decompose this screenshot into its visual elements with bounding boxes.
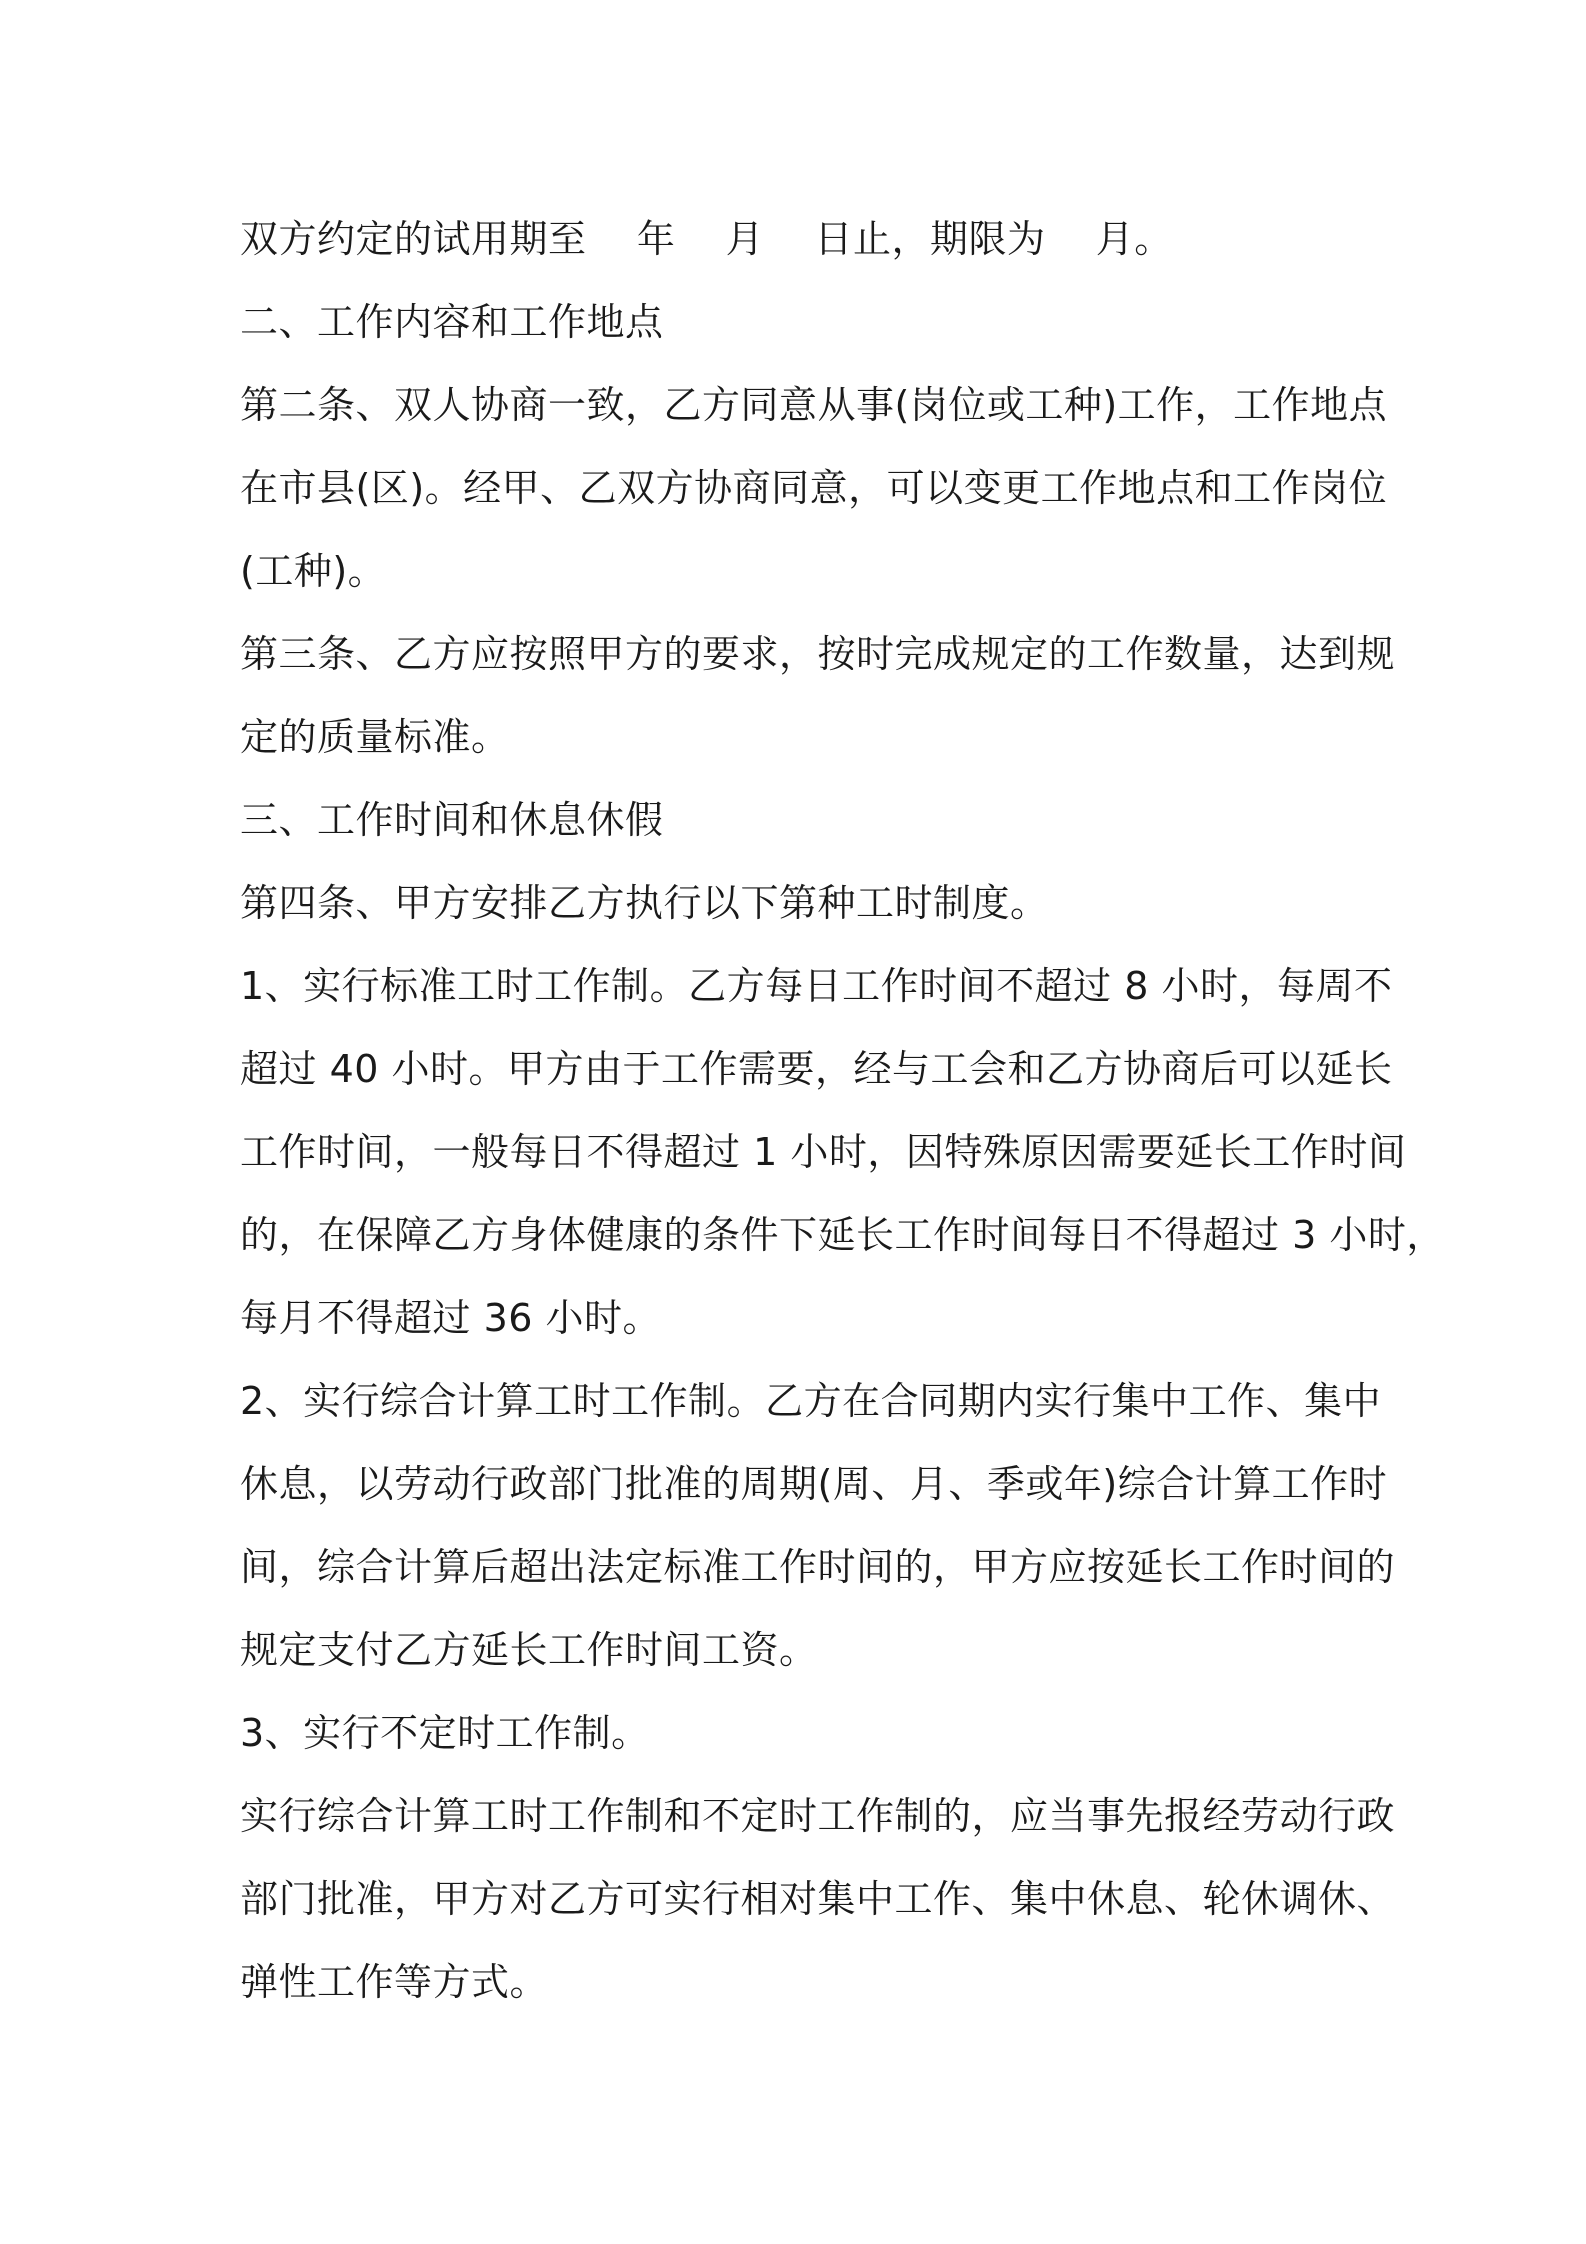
text-line-article-4: 第四条、甲方安排乙方执行以下第种工时制度。 (240, 881, 1049, 925)
text-line-item-1-d: 的，在保障乙方身体健康的条件下延长工作时间每日不得超过 3 小时， (240, 1213, 1445, 1257)
text-line-article-2-c: (工种)。 (240, 549, 387, 593)
text-line-article-2-b: 在市县(区)。经甲、乙双方协商同意，可以变更工作地点和工作岗位 (240, 466, 1388, 510)
text-line-item-1-b: 超过 40 小时。甲方由于工作需要，经与工会和乙方协商后可以延长 (240, 1047, 1393, 1091)
text-line-item-2-a: 2、实行综合计算工时工作制。乙方在合同期内实行集中工作、集中 (240, 1379, 1382, 1423)
text-line-item-2-d: 规定支付乙方延长工作时间工资。 (240, 1628, 818, 1672)
text-line-closing-a: 实行综合计算工时工作制和不定时工作制的，应当事先报经劳动行政 (240, 1794, 1396, 1838)
section-heading-work-time: 三、工作时间和休息休假 (240, 798, 664, 842)
section-heading-work-content: 二、工作内容和工作地点 (240, 300, 664, 344)
text-line-article-2-a: 第二条、双人协商一致，乙方同意从事(岗位或工种)工作，工作地点 (240, 383, 1388, 427)
text-line-closing-b: 部门批准，甲方对乙方可实行相对集中工作、集中休息、轮休调休、 (240, 1877, 1396, 1921)
text-line-item-3: 3、实行不定时工作制。 (240, 1711, 650, 1755)
text-line-article-3-b: 定的质量标准。 (240, 715, 510, 759)
text-line-trial-period: 双方约定的试用期至 年 月 日止，期限为 月。 (240, 217, 1173, 261)
text-line-item-1-a: 1、实行标准工时工作制。乙方每日工作时间不超过 8 小时，每周不 (240, 964, 1393, 1008)
text-line-item-1-e: 每月不得超过 36 小时。 (240, 1296, 662, 1340)
document-body (240, 198, 1445, 2024)
text-line-item-1-c: 工作时间，一般每日不得超过 1 小时，因特殊原因需要延长工作时间 (240, 1130, 1407, 1174)
text-line-item-2-c: 间，综合计算后超出法定标准工作时间的，甲方应按延长工作时间的 (240, 1545, 1396, 1589)
text-line-closing-c: 弹性工作等方式。 (240, 1960, 549, 2004)
text-line-article-3-a: 第三条、乙方应按照甲方的要求，按时完成规定的工作数量，达到规 (240, 632, 1396, 676)
text-line-item-2-b: 休息，以劳动行政部门批准的周期(周、月、季或年)综合计算工作时 (240, 1462, 1388, 1506)
